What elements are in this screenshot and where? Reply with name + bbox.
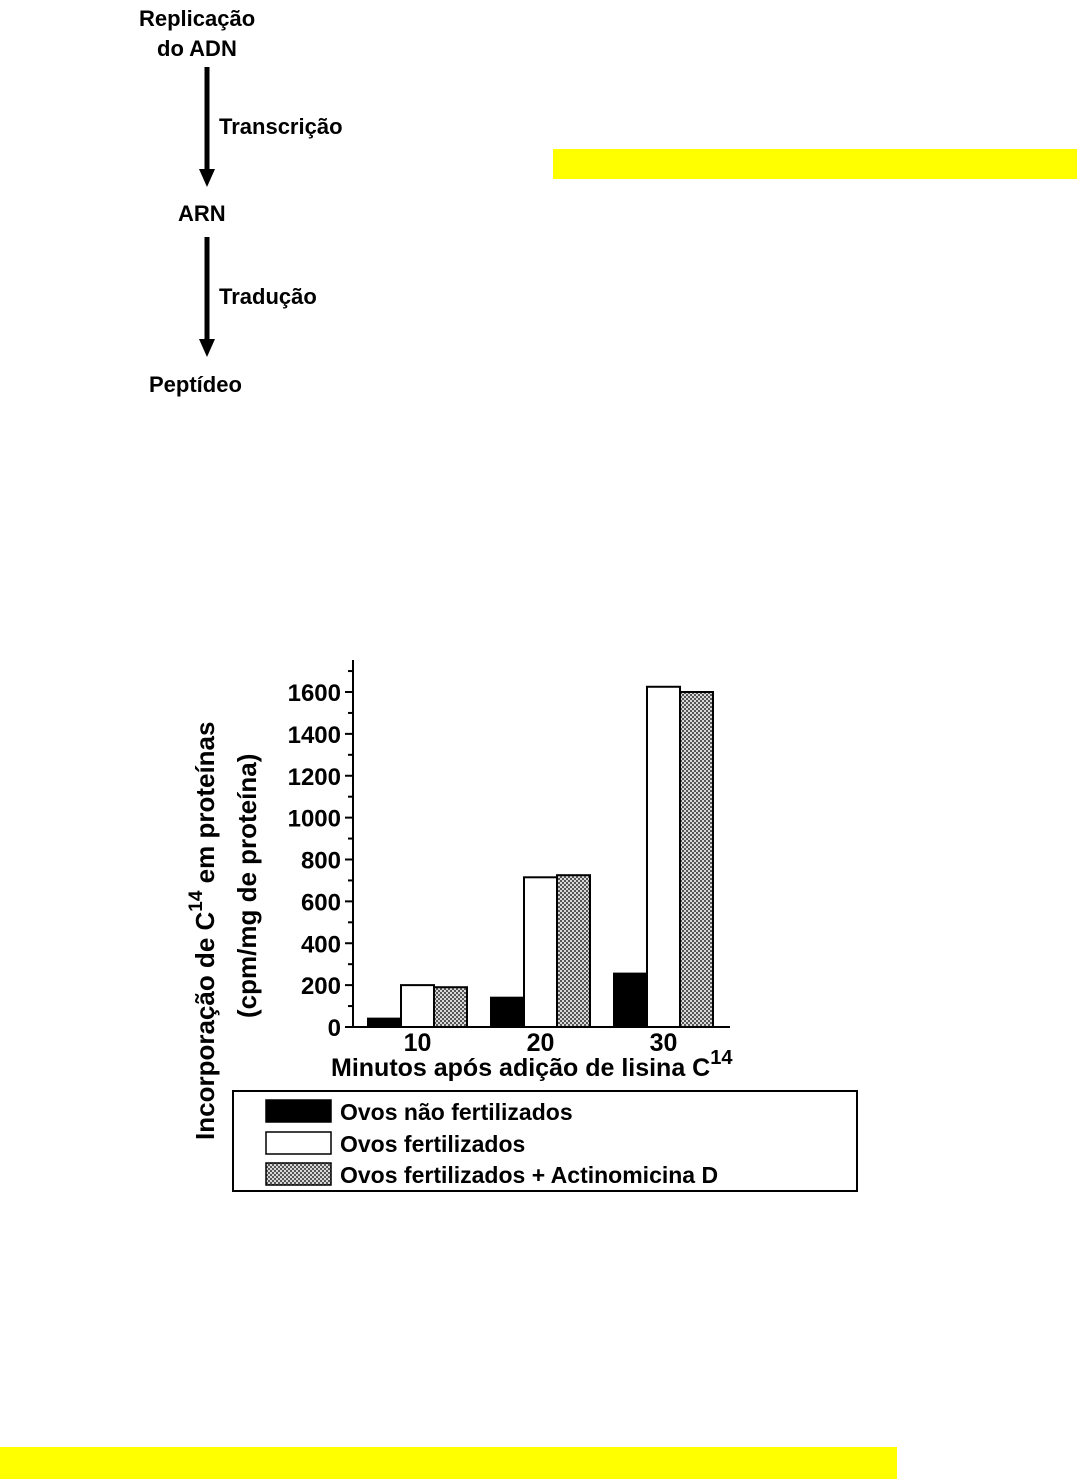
legend-swatch-series2 [266, 1132, 331, 1154]
bar-series3-10 [434, 987, 467, 1027]
flow-step-traducao: Tradução [219, 284, 317, 309]
x-axis-label: Minutos após adição de lisina $C^{14}$ [331, 1047, 733, 1082]
bar-series3-30 [680, 692, 713, 1027]
y-axis-label-sup: 14 [186, 890, 207, 912]
chart-bars [368, 687, 713, 1027]
legend-label-series1: Ovos não fertilizados [340, 1099, 573, 1125]
flow-bottom: Peptídeo [149, 372, 242, 397]
y-tick-label: 1200 [287, 763, 341, 791]
bar-series2-20 [524, 877, 557, 1027]
x-axis-label-sup: 14 [710, 1047, 733, 1069]
y-axis-label-line1: Incorporação de $C^{14}$ em proteínas [186, 721, 220, 1140]
legend-label-series2: Ovos fertilizados [340, 1131, 526, 1157]
legend-swatch-series1 [266, 1100, 331, 1122]
chart-x-ticks [404, 1029, 678, 1057]
flow-top-line2: do ADN [157, 36, 237, 61]
y-tick-label: 800 [300, 847, 341, 875]
y-tick-label: 1000 [287, 805, 341, 833]
y-tick-label: 600 [300, 889, 341, 917]
y-axis-label-line2: (cpm/mg de proteína) [232, 753, 262, 1018]
legend-label-series3: Ovos fertilizados + Actinomicina D [340, 1162, 719, 1188]
flow-middle: ARN [178, 201, 226, 226]
x-tick-label: 10 [403, 1029, 432, 1057]
bar-series2-10 [401, 985, 434, 1027]
chart-legend [233, 1091, 857, 1191]
y-tick-label: 400 [300, 931, 341, 959]
legend-swatch-series3 [266, 1163, 331, 1185]
y-tick-label: 1600 [287, 680, 341, 707]
bar-series2-30 [647, 687, 680, 1027]
y-tick-label: 0 [327, 1015, 341, 1042]
chart-ticks [288, 671, 353, 1042]
y-tick-label: 1400 [287, 721, 341, 749]
x-tick-label: 20 [526, 1029, 555, 1057]
flow-top-line1: Replicação [139, 6, 256, 31]
bar-series1-10 [368, 1019, 401, 1027]
x-tick-label: 30 [649, 1029, 678, 1057]
bar-series1-30 [614, 974, 647, 1027]
flow-step-transcricao: Transcrição [219, 114, 343, 139]
bar-series3-20 [557, 875, 590, 1027]
y-tick-label: 200 [300, 973, 341, 1001]
bar-series1-20 [491, 998, 524, 1027]
